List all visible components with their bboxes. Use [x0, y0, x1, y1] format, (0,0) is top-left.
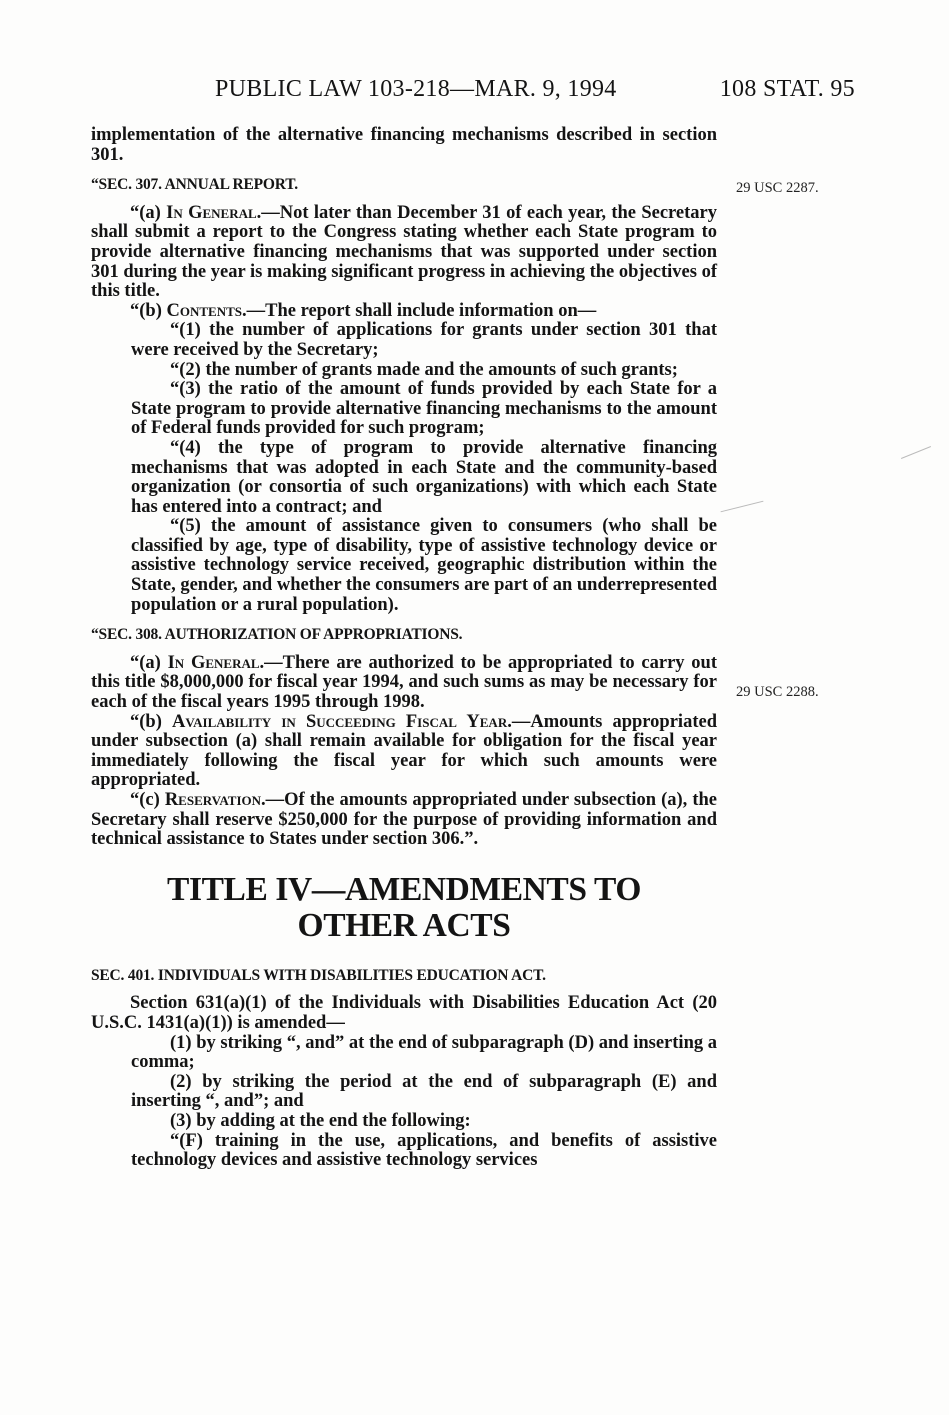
section-heading-307: “SEC. 307. ANNUAL REPORT.: [91, 176, 298, 194]
title-heading: TITLE IV—AMENDMENTS TO OTHER ACTS: [167, 870, 641, 944]
subsection-text: —The report shall include information on—: [246, 300, 597, 321]
subsection-308-a: [91, 654, 717, 713]
subsection-marker: “(b): [130, 300, 167, 321]
list-item: (3) by adding at the end the following:: [170, 1110, 471, 1131]
subsection-307-b: [91, 302, 717, 322]
section-heading-308: “SEC. 308. AUTHORIZATION OF APPROPRIATIONS.: [91, 626, 463, 644]
list-item: “(F) training in the use, applications, and benefits of assistive technology devices and assistive technology services: [131, 1130, 717, 1171]
subsection-text: —There are authorized to be appropriated to carry out this title $8,000,000 for fiscal year 1994, and such sums as may be necessary for each of the fiscal years 1995 through 1998.: [91, 652, 717, 713]
subsection-text: —Of the amounts appropriated under subsection (a), the Secretary shall reserve $250,000 for the purpose of providing information and technical assistance to States under section 306.”.: [91, 790, 717, 850]
subsection-text: —Amounts appropriated under subsection (a) shall remain available for obligation for the fiscal year immediately following the fiscal year for which such amounts were appropriated.: [91, 711, 717, 791]
subsection-title: In General.: [167, 652, 265, 673]
header-law-citation: PUBLIC LAW 103-218—MAR. 9, 1994: [215, 76, 617, 102]
document-body: [91, 126, 717, 1171]
subsection-308-b: [91, 713, 717, 791]
subsection-307-a: [91, 204, 717, 302]
subsection-308-c: [91, 791, 717, 850]
subsection-title: Contents.: [166, 300, 247, 321]
section-heading-401: SEC. 401. INDIVIDUALS WITH DISABILITIES EDUCATION ACT.: [91, 966, 546, 984]
scan-mark: [721, 501, 764, 513]
list-item: “(3) the ratio of the amount of funds provided by each State for a State program to provide alternative financing mechanisms to the amount of Federal funds provided for such program;: [131, 379, 717, 439]
subsection-marker: “(a): [130, 652, 168, 673]
subsection-title: Availability in Succeeding Fiscal Year.: [172, 711, 512, 732]
list-item: (1) by striking “, and” at the end of subparagraph (D) and inserting a comma;: [131, 1032, 717, 1073]
subsection-text: —Not later than December 31 of each year, the Secretary shall submit a report to the Congress stating whether each State program to provide alternative financing mechanisms that was supported under section 301 during the year is making significant progress in achieving the objectives of this title.: [91, 202, 718, 302]
margin-note-2288: 29 USC 2288.: [736, 684, 819, 700]
list-item: “(2) the number of grants made and the amounts of such grants;: [170, 359, 678, 380]
subsection-title: Reservation.: [164, 790, 266, 810]
subsection-marker: “(a): [130, 202, 167, 223]
header-statute-page: 108 STAT. 95: [719, 76, 855, 102]
scan-mark: [901, 446, 931, 459]
margin-note-2287: 29 USC 2287.: [736, 180, 819, 196]
subsection-marker: “(c): [130, 790, 165, 810]
subsection-title: In General.: [166, 202, 262, 223]
body-paragraph: implementation of the alternative financing mechanisms described in section 301.: [91, 125, 717, 165]
list-item: “(1) the number of applications for grants under section 301 that were received by the Secretary;: [131, 320, 717, 360]
list-item: “(5) the amount of assistance given to consumers (who shall be classified by age, type of disability, type of assistive technology device or assistive technology service received, geographic distribution within the State, gender, and whether the consumers are part of an underrepresented population or a rural population).: [131, 516, 717, 615]
list-item: (2) by striking the period at the end of subparagraph (E) and inserting “, and”; and: [131, 1071, 717, 1112]
body-paragraph: Section 631(a)(1) of the Individuals with Disabilities Education Act (20 U.S.C. 1431(a)(1)) is amended—: [91, 993, 717, 1033]
subsection-marker: “(b): [130, 711, 173, 732]
list-item: “(4) the type of program to provide alternative financing mechanisms that was adopted in each State and the community-based organization (or consortia of such organizations) with which each State has entered into a contract; and: [131, 437, 717, 517]
